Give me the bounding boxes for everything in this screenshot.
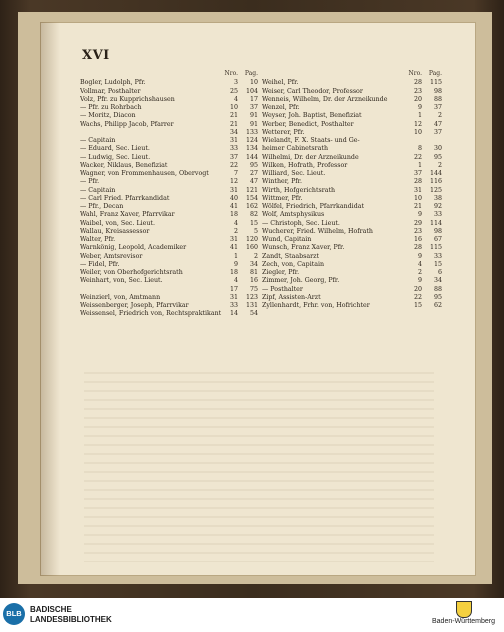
entry-pag: 34 (433, 277, 442, 285)
entry-pag: 134 (245, 145, 258, 153)
entry-nro: 4 (417, 260, 422, 268)
index-entry (80, 244, 258, 252)
nro-header: Nro. (224, 70, 238, 77)
entry-pag: 15 (433, 260, 442, 268)
entry-nro: 21 (229, 120, 238, 128)
entry-name: — Christoph, Sec. Lieut. (262, 219, 340, 227)
entry-name: Zyllenhardt, Frhr. von, Hofrichter (262, 302, 370, 309)
entry-nro: 10 (413, 128, 422, 136)
entry-nro: 41 (229, 203, 238, 210)
library-name-line-2: LANDESBIBLIOTHEK (30, 615, 112, 624)
entry-name: Wunsch, Franz Xaver, Pfr. (262, 244, 345, 252)
index-entry (262, 79, 442, 87)
entry-nro: 4 (233, 277, 238, 285)
pag-header: Pag. (428, 70, 442, 77)
entry-name: Wallau, Kreisassessor (80, 227, 150, 235)
entry-nro: 28 (413, 79, 422, 87)
entry-name: Weyser, Joh. Baptist, Benefiziat (262, 112, 362, 120)
entry-name: Wirth, Hofgerichtsrath (262, 186, 336, 194)
entry-nro: 7 (233, 170, 238, 177)
entry-pag: 95 (433, 153, 442, 161)
entry-name: Weissensel, Friedrich von, Rechtspraktikant (80, 310, 222, 318)
entry-nro: 9 (417, 104, 422, 111)
entry-nro: 20 (413, 285, 422, 293)
index-entry (262, 170, 442, 178)
entry-name-blank (80, 129, 224, 137)
entry-pag: 121 (245, 186, 258, 194)
index-entry (262, 261, 442, 269)
entry-nro: 1 (233, 252, 238, 260)
entry-nro: 34 (229, 128, 238, 136)
entry-nro: 1 (417, 161, 422, 169)
entry-pag: 38 (433, 194, 442, 202)
entry-nro: 9 (417, 252, 422, 260)
entry-name: Weinhart, von, Sec. Lieut. (80, 277, 163, 285)
entry-nro: 18 (229, 269, 238, 276)
index-column-left (80, 70, 258, 319)
state-crest-icon (456, 601, 472, 618)
pag-header: Pag. (244, 70, 258, 77)
entry-nro: 17 (229, 285, 238, 293)
column-header (262, 70, 442, 78)
entry-name: — Pfr., Decan (80, 203, 124, 210)
entry-pag: 95 (433, 293, 442, 301)
entry-name: — Moritz, Diacon (80, 112, 136, 120)
index-entry (80, 203, 258, 211)
entry-name-blank (80, 286, 224, 294)
entry-name: — Posthalter (262, 285, 303, 293)
index-entry (80, 195, 258, 203)
entry-nro: 12 (229, 178, 238, 186)
entry-pag: 37 (433, 128, 442, 136)
index-entry (262, 236, 442, 244)
entry-nro: 4 (233, 219, 238, 227)
entry-nro: 29 (413, 219, 422, 227)
entry-pag: 114 (429, 219, 442, 227)
entry-name: Vollmar, Posthalter (80, 87, 141, 95)
entry-name: Williard, Sec. Lieut. (262, 170, 326, 177)
entry-nro: 33 (229, 145, 238, 153)
show-through-text (84, 372, 434, 562)
entry-nro: 9 (417, 277, 422, 285)
entry-pag: 54 (249, 310, 258, 318)
index-entry-continued (80, 129, 258, 137)
entry-nro (408, 137, 422, 145)
entry-nro: 20 (413, 95, 422, 103)
entry-nro: 18 (229, 211, 238, 219)
index-column-right (262, 70, 442, 310)
index-entry (80, 178, 258, 186)
entry-name: Weissenberger, Joseph, Pfarrvikar (80, 302, 189, 309)
entry-pag: 2 (437, 112, 442, 120)
entry-nro: 22 (413, 293, 422, 301)
entry-name: Wachs, Philipp Jacob, Pfarrer (80, 120, 174, 128)
entry-name: Walter, Pfr. (80, 236, 116, 243)
entry-name: — Fidel, Pfr. (80, 260, 120, 268)
entry-name: Waibel, von, Sec. Lieut. (80, 219, 155, 227)
entry-name: Weinzierl, von, Amtmann (80, 293, 161, 301)
entry-name: Weihel, Pfr. (262, 79, 299, 87)
index-entry (262, 269, 442, 277)
index-entry (80, 104, 258, 112)
entry-nro: 31 (229, 186, 238, 194)
index-entry (262, 228, 442, 236)
entry-name: Wenzel, Pfr. (262, 104, 300, 111)
index-entry (262, 195, 442, 203)
entry-pag: 30 (433, 145, 442, 153)
entry-name: Werber, Benedict, Posthalter (262, 120, 354, 128)
index-entry (80, 253, 258, 261)
entry-nro: 16 (413, 236, 422, 243)
entry-pag: 144 (429, 170, 442, 177)
entry-nro: 14 (229, 310, 238, 318)
entry-pag: 33 (433, 211, 442, 219)
entry-nro: 3 (233, 79, 238, 87)
entry-nro: 31 (413, 186, 422, 194)
entry-name: Winther, Pfr. (262, 178, 302, 186)
entry-pag: 34 (249, 260, 258, 268)
entry-nro: 41 (229, 244, 238, 252)
entry-pag: 33 (433, 252, 442, 260)
entry-nro: 25 (229, 87, 238, 95)
index-entry (80, 112, 258, 120)
entry-name: Zech, von, Capitain (262, 260, 325, 268)
entry-nro: 1 (417, 112, 422, 120)
index-entry (80, 121, 258, 129)
entry-pag: 115 (429, 79, 442, 87)
entry-pag: 75 (249, 285, 258, 293)
index-entry (262, 154, 442, 162)
column-header (80, 70, 258, 78)
entry-pag: 133 (245, 128, 258, 136)
entry-name: Wielandt, F. X. Staats- und Ge- (262, 137, 360, 144)
entry-name: Weber, Amtsrevisor (80, 252, 143, 260)
entry-pag: 27 (249, 170, 258, 177)
index-entry (80, 211, 258, 219)
index-entry (262, 145, 442, 153)
entry-nro: 28 (413, 244, 422, 252)
entry-name: heimer Cabinetsrath (262, 145, 329, 153)
entry-pag: 125 (429, 186, 442, 194)
entry-name: Warnkönig, Leopold, Academiker (80, 244, 187, 252)
entry-nro: 15 (413, 302, 422, 309)
entry-pag: 67 (433, 236, 442, 243)
entry-pag: 2 (253, 252, 258, 260)
entry-pag: 123 (245, 293, 258, 301)
entry-nro: 31 (229, 236, 238, 243)
entry-pag: 104 (245, 87, 258, 95)
entry-pag: 120 (245, 236, 258, 243)
entry-nro: 2 (417, 269, 422, 276)
entry-pag: 116 (429, 178, 442, 186)
entry-name: Weiler, von Oberhofgerichtsrath (80, 269, 183, 276)
index-entry (262, 294, 442, 302)
entry-pag: 91 (249, 120, 258, 128)
entry-nro: 12 (413, 120, 422, 128)
entry-name: Wolf, Amtsphysikus (262, 211, 325, 219)
index-entry (80, 220, 258, 228)
nro-header: Nro. (408, 70, 422, 77)
entry-pag: 154 (245, 194, 258, 202)
entry-pag: 17 (249, 95, 258, 103)
entry-pag: 91 (249, 112, 258, 120)
entry-nro: 31 (229, 293, 238, 301)
entry-nro: 10 (413, 194, 422, 202)
index-entry (262, 104, 442, 112)
entry-name: Wetterer, Pfr. (262, 128, 305, 136)
index-entry (262, 162, 442, 170)
entry-name: Wagner, von Frommenhausen, Obervogt (80, 170, 209, 177)
index-entry (262, 121, 442, 129)
entry-nro: 23 (413, 87, 422, 95)
index-entry (262, 88, 442, 96)
index-entry (80, 277, 258, 285)
entry-nro: 22 (413, 153, 422, 161)
index-entry (80, 294, 258, 302)
entry-pag: 62 (433, 302, 442, 309)
index-entry (80, 302, 258, 310)
index-entry (80, 310, 258, 318)
entry-name: Wacker, Niklaus, Benefiziat (80, 161, 168, 169)
entry-pag: 47 (249, 178, 258, 186)
entry-pag: 82 (249, 211, 258, 219)
index-entry (262, 302, 442, 310)
entry-name: — Capitain (80, 186, 116, 194)
entry-name: Wittmer, Pfr. (262, 194, 303, 202)
entry-nro: 4 (233, 95, 238, 103)
index-entry (80, 79, 258, 87)
index-entry (80, 228, 258, 236)
index-entry (262, 112, 442, 120)
index-entry (262, 286, 442, 294)
entry-name: Zandt, Staabsarzt (262, 252, 319, 260)
index-entry (262, 129, 442, 137)
entry-pag: 131 (245, 302, 258, 309)
index-entry (80, 154, 258, 162)
entry-pag: 95 (249, 161, 258, 169)
blb-logo-icon: BLB (3, 603, 25, 625)
entry-pag: 160 (245, 244, 258, 252)
library-name-line-1: BADISCHE (30, 605, 72, 614)
entry-pag: 5 (253, 227, 258, 235)
entry-pag: 88 (433, 95, 442, 103)
entry-name: — Carl Fried. Pfarrkandidat (80, 194, 170, 202)
entry-nro: 33 (229, 302, 238, 309)
gutter-shadow (40, 22, 60, 576)
entry-name: — Capitain (80, 137, 116, 144)
entry-pag: 88 (433, 285, 442, 293)
entry-name: Ziegler, Pfr. (262, 269, 300, 276)
entry-nro: 2 (233, 227, 238, 235)
index-entry (80, 187, 258, 195)
index-entry (262, 203, 442, 211)
index-entry (262, 96, 442, 104)
index-entry (262, 244, 442, 252)
entry-nro: 21 (229, 112, 238, 120)
entry-pag: 98 (433, 87, 442, 95)
entry-pag: 115 (429, 244, 442, 252)
library-footer (0, 598, 504, 632)
index-entry (262, 220, 442, 228)
entry-nro: 28 (413, 178, 422, 186)
entry-nro: 37 (229, 153, 238, 161)
entry-pag: 2 (437, 161, 442, 169)
index-entry (80, 96, 258, 104)
entry-nro: 22 (229, 161, 238, 169)
entry-pag: 10 (249, 79, 258, 87)
index-entry (80, 236, 258, 244)
entry-pag: 37 (249, 104, 258, 111)
index-entry (80, 137, 258, 145)
entry-name: — Pfr. (80, 178, 100, 186)
entry-pag: 16 (249, 277, 258, 285)
page-folio: XVI (82, 48, 110, 63)
entry-pag: 37 (433, 104, 442, 111)
entry-name: Wilhelmi, Dr. der Arzneikunde (262, 153, 359, 161)
entry-nro: 37 (413, 170, 422, 177)
entry-name: Wucherer, Fried. Wilhelm, Hofrath (262, 227, 373, 235)
entry-nro: 9 (417, 211, 422, 219)
entry-name: Zipf, Assisten-Arzt (262, 293, 321, 301)
entry-pag: 6 (437, 269, 442, 276)
entry-nro: 40 (229, 194, 238, 202)
entry-name: — Pfr. zu Rohrbach (80, 104, 142, 111)
index-entry (262, 211, 442, 219)
entry-pag: 162 (245, 203, 258, 210)
entry-name: Weiser, Carl Theodor, Professor (262, 87, 363, 95)
index-entry (262, 253, 442, 261)
entry-name: Wenneis, Wilhelm, Dr. der Arzneikunde (262, 95, 388, 103)
entry-name: Volz, Pfr. zu Kupprichshausen (80, 95, 175, 103)
entry-nro: 9 (233, 260, 238, 268)
index-entry-continued (80, 286, 258, 294)
index-entry (80, 162, 258, 170)
entry-pag: 98 (433, 227, 442, 235)
index-entry (262, 137, 442, 145)
state-name: Baden-Württemberg (432, 618, 496, 625)
entry-name: Wilken, Hofrath, Professor (262, 161, 348, 169)
entry-name: Wahl, Franz Xaver, Pfarrvikar (80, 211, 175, 219)
index-entry (80, 145, 258, 153)
index-entry (80, 261, 258, 269)
entry-name: — Ludwig, Sec. Lieut. (80, 153, 151, 161)
entry-pag: 124 (245, 137, 258, 144)
entry-nro: 23 (413, 227, 422, 235)
entry-name: Bogler, Ludolph, Pfr. (80, 79, 146, 87)
index-entry (80, 269, 258, 277)
entry-name: Wund, Capitain (262, 236, 312, 243)
index-entry (80, 170, 258, 178)
entry-nro: 8 (417, 145, 422, 153)
entry-nro: 10 (229, 104, 238, 111)
entry-pag: 144 (245, 153, 258, 161)
entry-nro: 21 (413, 203, 422, 210)
index-entry (80, 88, 258, 96)
entry-pag: 81 (249, 269, 258, 276)
entry-pag: 92 (433, 203, 442, 210)
entry-name: Wölfel, Friedrich, Pfarrkandidat (262, 203, 365, 210)
library-name (30, 605, 112, 625)
entry-pag: 15 (249, 219, 258, 227)
entry-pag (422, 137, 442, 145)
entry-pag: 47 (433, 120, 442, 128)
entry-nro: 31 (229, 137, 238, 144)
entry-name: Zimmer, Joh. Georg, Pfr. (262, 277, 340, 285)
index-entry (262, 277, 442, 285)
entry-name: — Eduard, Sec. Lieut. (80, 145, 150, 153)
index-entry (262, 178, 442, 186)
index-entry (262, 187, 442, 195)
